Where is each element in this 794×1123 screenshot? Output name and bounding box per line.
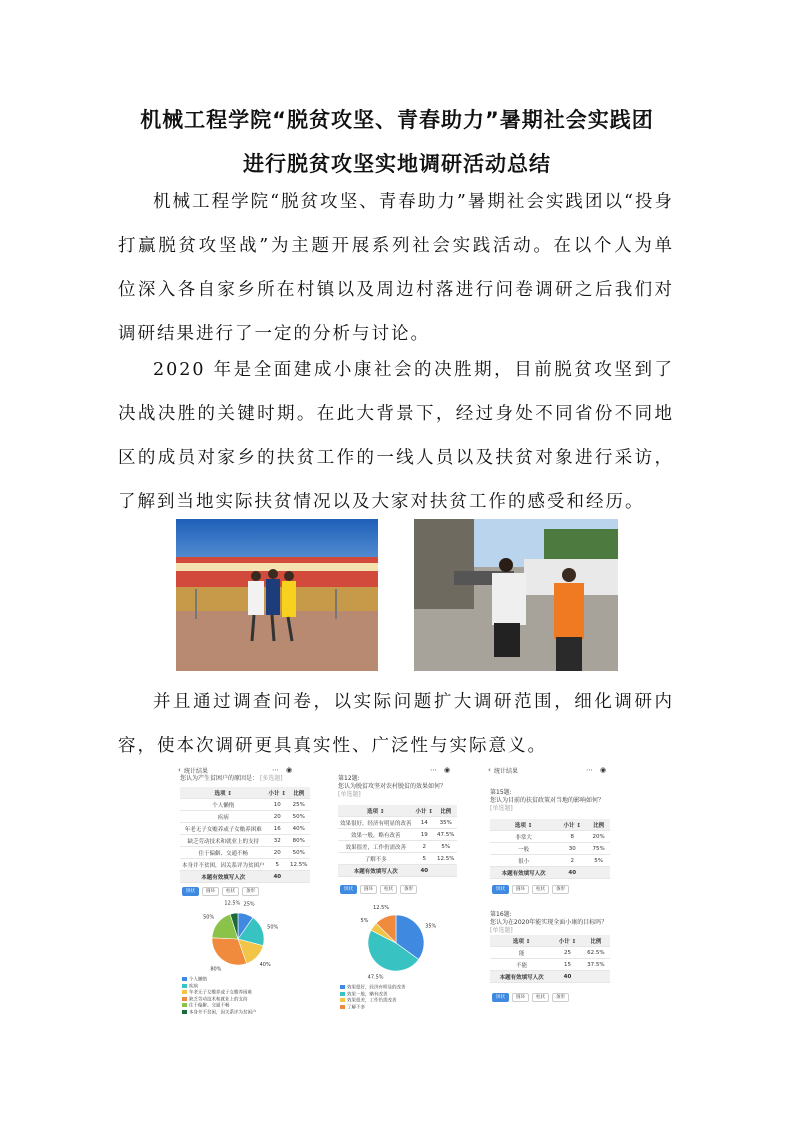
survey-screenshot-1: [176, 763, 308, 1015]
table-row: 一般 30 75%: [490, 843, 610, 855]
legend-label: 住于偏僻、交通不畅: [189, 1003, 230, 1009]
legend-swatch: [340, 992, 345, 996]
table-row: 效果一般，略有改善 19 47.5%: [338, 829, 457, 841]
table-row: 个人懒惰 10 25%: [180, 799, 310, 811]
screenshot-title: 统计结果: [184, 768, 209, 775]
table-row: 能 25 62.5%: [490, 947, 610, 959]
tab-bar[interactable]: 条形: [552, 885, 569, 894]
legend-swatch: [182, 984, 187, 988]
tab-pie[interactable]: 饼状: [182, 887, 199, 896]
tab-bar[interactable]: 条形: [552, 993, 569, 1002]
legend-item: [182, 1010, 298, 1017]
tab-column[interactable]: 柱状: [532, 993, 549, 1002]
document-title-line1: 机械工程学院“脱贫攻坚、青春助力”暑期社会实践团: [140, 108, 654, 132]
legend-swatch: [182, 1003, 187, 1007]
legend-swatch: [340, 985, 345, 989]
legend-label: 疾病: [189, 984, 198, 989]
pie-slice-label: 12.5%: [373, 904, 390, 911]
tab-column[interactable]: 柱状: [222, 887, 239, 896]
pie-slice-label: 47.5%: [367, 974, 384, 981]
table-row: 效果很差，工作仍需改善 2 5%: [338, 841, 457, 853]
more-icon[interactable]: ⋯: [586, 766, 593, 774]
question-16-text: 第16题: 您认为在2020年能实现全面小康的目标吗？ [单选题]: [490, 911, 608, 934]
stats-table-1: 选项 ↕ 小计 ↕ 比例 个人懒惰 10 25% 疾病 20 50% 年老无子女赡养或子女赡养困难 16 40% 缺乏劳动技术和就业上的支持 32 80% 住于偏僻、交通不畅 20 50% 本身并不贫困，因关系评为贫困户 5 12.5% 本题有效填写人次 40: [180, 787, 310, 883]
chevron-left-icon[interactable]: ‹: [178, 766, 181, 774]
paragraph-questionnaire: 并且通过调查问卷，以实际问题扩大调研范围，细化调研内容，使本次调研更具真实性、广泛性与实际意义。: [118, 692, 674, 756]
more-icon[interactable]: ⋯: [272, 766, 279, 774]
pie-slice-label: 12.5%: [224, 900, 241, 907]
pie-slice-label: 50%: [203, 914, 215, 921]
survey-screenshot-3: [486, 763, 614, 1009]
legend-label: 年老无子女赡养或子女赡养困难: [189, 990, 252, 996]
close-circle-icon[interactable]: ◉: [444, 766, 451, 774]
stats-table-15: 选项 ↕ 小计 ↕ 比例 非常大 8 20% 一般 30 75% 很小 2 5% 本题有效填写人次 40: [490, 819, 610, 879]
chevron-left-icon[interactable]: ‹: [488, 766, 491, 774]
tab-column[interactable]: 柱状: [532, 885, 549, 894]
legend-swatch: [340, 998, 345, 1002]
legend-swatch: [340, 1005, 345, 1009]
photo-interview-street: [414, 519, 618, 671]
tab-ring[interactable]: 圆环: [360, 885, 377, 894]
tab-bar[interactable]: 条形: [242, 887, 259, 896]
survey-screenshot-2: [334, 763, 458, 1009]
table-row: 本身并不贫困，因关系评为贫困户 5 12.5%: [180, 859, 310, 871]
table-row: 很小 2 5%: [490, 855, 610, 867]
paragraph-background: 2020 年是全面建成小康社会的决胜期，目前脱贫攻坚到了决战决胜的关键时期。在此大背景下，经过身处不同省份不同地区的成员对家乡的扶贫工作的一线人员以及扶贫对象进行采访，了解到当地实际扶贫情况以及大家对扶贫工作的感受和经历。: [118, 360, 674, 512]
tab-ring[interactable]: 圆环: [202, 887, 219, 896]
question-text: 第12题: 您认为脱贫攻坚对农村脱贫的效果如何？ [单选题]: [338, 775, 447, 798]
tab-pie[interactable]: 饼状: [492, 993, 509, 1002]
table-row: 不能 15 37.5%: [490, 959, 610, 971]
legend-label: 个人懒惰: [189, 977, 207, 983]
paragraph-intro: 机械工程学院“脱贫攻坚、青春助力”暑期社会实践团以“投身打赢脱贫攻坚战”为主题开展系列社会实践活动。在以个人为单位深入各自家乡所在村镇以及周边村落进行问卷调研之后我们对调研结果进行了一定的分析与讨论。: [118, 192, 674, 344]
legend-swatch: [182, 997, 187, 1001]
chart-tabs: [340, 885, 420, 894]
pie-slice-label: 50%: [267, 924, 279, 931]
legend-label: 了解不多: [347, 1005, 365, 1010]
stats-table-2: 选项 ↕ 小计 ↕ 比例 效果很好，经济有明显的改善 14 35% 效果一般，略有改善 19 47.5% 效果很差，工作仍需改善 2 5% 了解不多 5 12.5% 本题有效填写人次 40: [338, 805, 457, 877]
tab-pie[interactable]: 饼状: [340, 885, 357, 894]
table-row: 了解不多 5 12.5%: [338, 853, 457, 865]
legend-label: 效果一般，略有改善: [347, 992, 388, 997]
photo-team-survey: [176, 519, 378, 671]
legend-swatch: [182, 1010, 187, 1014]
tab-ring[interactable]: 圆环: [512, 885, 529, 894]
table-row: 住于偏僻、交通不畅 20 50%: [180, 847, 310, 859]
question-text: 您认为产生贫困户的原因是： [多选题]: [180, 775, 283, 782]
legend-label: 本身并不贫困，因关系评为贫困户: [189, 1010, 257, 1015]
close-circle-icon[interactable]: ◉: [600, 766, 607, 774]
tab-pie[interactable]: 饼状: [492, 885, 509, 894]
pie-slice-label: 25%: [243, 901, 255, 908]
legend-label: 缺乏劳动技术和就业上的支持: [189, 997, 248, 1002]
legend-swatch: [182, 977, 187, 981]
pie-slice-label: 80%: [210, 966, 222, 973]
table-row: 效果很好，经济有明显的改善 14 35%: [338, 817, 457, 829]
stats-table-16: 选项 ↕ 小计 ↕ 比例 能 25 62.5% 不能 15 37.5% 本题有效填写人次 40: [490, 935, 610, 983]
document-title-line2: 进行脱贫攻坚实地调研活动总结: [243, 152, 551, 176]
pie-legend-1: [182, 977, 298, 1016]
chart-tabs: [492, 885, 572, 894]
table-row: 年老无子女赡养或子女赡养困难 16 40%: [180, 823, 310, 835]
tab-column[interactable]: 柱状: [380, 885, 397, 894]
more-icon[interactable]: ⋯: [430, 766, 437, 774]
screenshot-topbar: [486, 763, 614, 777]
pie-slice-label: 5%: [360, 918, 369, 925]
legend-label: 效果很好，经济有明显的改善: [347, 985, 406, 991]
screenshot-title: 统计结果: [494, 768, 519, 775]
pie-chart-2: [334, 899, 458, 987]
table-row: 非常大 8 20%: [490, 831, 610, 843]
legend-label: 效果很差，工作仍需改善: [347, 998, 397, 1004]
legend-swatch: [182, 990, 187, 994]
chart-tabs: [182, 887, 262, 896]
tab-bar[interactable]: 条形: [400, 885, 417, 894]
pie-slice-label: 40%: [259, 962, 271, 969]
table-row: 缺乏劳动技术和就业上的支持 32 80%: [180, 835, 310, 847]
legend-item: [340, 1005, 456, 1012]
question-15-text: 第15题: 您认为目前的扶贫政策对当地的影响如何？ [单选题]: [490, 789, 605, 812]
pie-legend-2: [340, 985, 456, 1011]
pie-slice-label: 35%: [425, 923, 437, 930]
tab-ring[interactable]: 圆环: [512, 993, 529, 1002]
table-row: 疾病 20 50%: [180, 811, 310, 823]
chart-tabs: [492, 993, 572, 1002]
pie-chart-1: [176, 899, 300, 979]
close-circle-icon[interactable]: ◉: [286, 766, 293, 774]
